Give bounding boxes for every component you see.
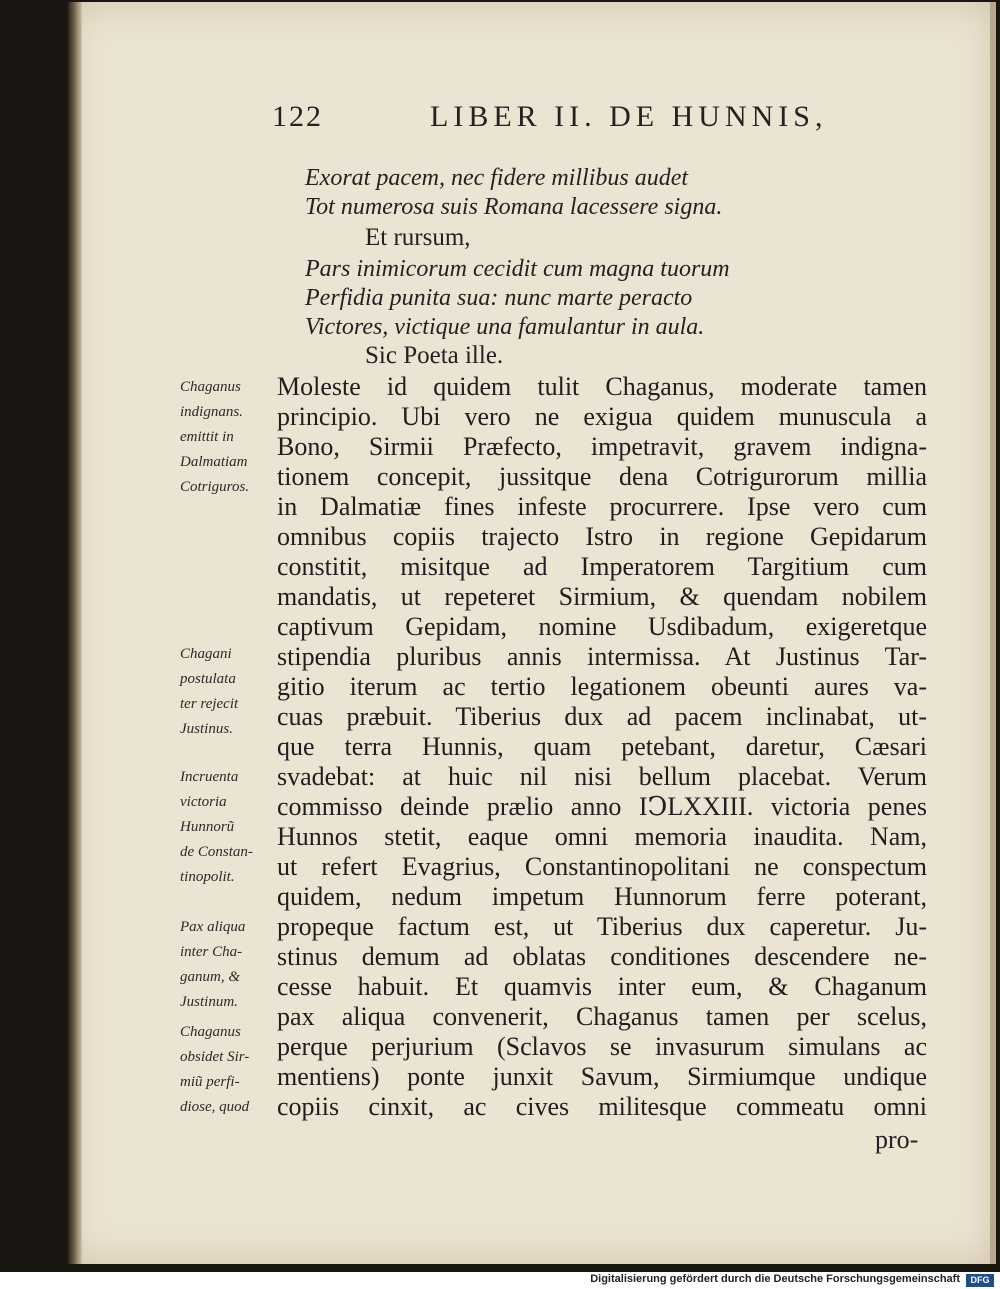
- body-line: Hunnos stetit, eaque omni memoria inaudita. Nam,: [277, 822, 927, 851]
- funding-notice: Digitalisierung gefördert durch die Deutsche Forschungsgemeinschaft: [590, 1273, 960, 1285]
- body-line: constitit, misitque ad Imperatorem Targitium cum: [277, 552, 927, 581]
- body-line: propeque factum est, ut Tiberius dux caperetur. Ju-: [277, 912, 927, 941]
- marginal-line: indignans.: [180, 404, 243, 420]
- body-line: perque perjurium (Sclavos se invasurum simulans ac: [277, 1032, 927, 1061]
- body-line: gitio iterum ac tertio legationem obeunti aures va-: [277, 672, 927, 701]
- marginal-line: Chaganus: [180, 379, 241, 395]
- dfg-logo: DFG: [966, 1274, 994, 1287]
- body-line: Bono, Sirmii Præfecto, impetravit, gravem indigna-: [277, 432, 927, 461]
- verse-line: Pars inimicorum cecidit cum magna tuorum: [305, 256, 730, 282]
- catchword: pro-: [875, 1125, 919, 1154]
- body-line: stipendia pluribus annis intermissa. At Justinus Tar-: [277, 642, 927, 671]
- marginal-note: [180, 765, 276, 890]
- body-line: omnibus copiis trajecto Istro in regione Gepidarum: [277, 522, 927, 551]
- marginal-line: Pax aliqua: [180, 919, 246, 935]
- verse-line: Perfidia punita sua: nunc marte peracto: [305, 285, 693, 311]
- et-rursum: Et rursum,: [365, 224, 471, 251]
- marginal-note: [180, 375, 276, 500]
- page-number: 122: [272, 100, 323, 133]
- verse-line: Victores, victique una famulantur in aula.: [305, 314, 705, 340]
- verse-line: Exorat pacem, nec fidere millibus audet: [305, 165, 689, 191]
- body-line: mandatis, ut repeteret Sirmium, & quendam nobilem: [277, 582, 927, 611]
- marginal-line: Chagani: [180, 646, 232, 662]
- marginal-line: inter Cha-: [180, 944, 243, 960]
- marginal-line: ter rejecit: [180, 696, 239, 712]
- body-line: principio. Ubi vero ne exigua quidem munuscula a: [277, 402, 927, 431]
- body-line: commisso deinde prælio anno IↃLXXIII. victoria penes: [277, 792, 927, 821]
- marginal-line: Chaganus: [180, 1024, 241, 1040]
- page-edge: [990, 2, 996, 1264]
- body-line: Moleste id quidem tulit Chaganus, moderate tamen: [277, 372, 927, 401]
- running-head: LIBER II. DE HUNNIS,: [430, 100, 828, 133]
- marginal-line: Incruenta: [180, 769, 239, 785]
- marginal-line: Hunnorũ: [180, 819, 235, 835]
- sic-poeta: Sic Poeta ille.: [365, 342, 504, 369]
- body-line: mentiens) ponte junxit Savum, Sirmiumque undique: [277, 1062, 927, 1091]
- binding-edge: [68, 2, 82, 1264]
- marginal-line: obsidet Sir-: [180, 1049, 250, 1065]
- body-line: tionem concepit, jussitque dena Cotrigurorum millia: [277, 462, 927, 491]
- body-line: ut refert Evagrius, Constantinopolitani ne conspectum: [277, 852, 927, 881]
- marginal-note: [180, 915, 276, 1015]
- marginal-line: Justinum.: [180, 994, 238, 1010]
- marginal-line: miũ perfi-: [180, 1074, 240, 1090]
- body-line: svadebat: at huic nil nisi bellum placebat. Verum: [277, 762, 927, 791]
- marginal-line: postulata: [180, 671, 236, 687]
- body-line: quidem, nedum impetum Hunnorum ferre poterant,: [277, 882, 927, 911]
- marginal-note: [180, 1020, 276, 1120]
- marginal-note: [180, 642, 276, 742]
- body-line: cesse habuit. Et quamvis inter eum, & Chaganum: [277, 972, 927, 1001]
- marginal-line: de Constan-: [180, 844, 253, 860]
- marginal-line: emittit in: [180, 429, 234, 445]
- marginal-line: Dalmatiam: [180, 454, 248, 470]
- body-line: stinus demum ad oblatas conditiones descendere ne-: [277, 942, 927, 971]
- marginal-line: Cotriguros.: [180, 479, 250, 495]
- marginal-line: Justinus.: [180, 721, 233, 737]
- marginal-line: diose, quod: [180, 1099, 250, 1115]
- body-line: pax aliqua convenerit, Chaganus tamen per scelus,: [277, 1002, 927, 1031]
- body-line: copiis cinxit, ac cives militesque commeatu omni: [277, 1092, 927, 1121]
- verse-line: Tot numerosa suis Romana lacessere signa.: [305, 194, 723, 220]
- body-line: cuas præbuit. Tiberius dux ad pacem inclinabat, ut-: [277, 702, 927, 731]
- marginal-line: victoria: [180, 794, 227, 810]
- body-line: que terra Hunnis, quam petebant, daretur, Cæsari: [277, 732, 927, 761]
- body-line: in Dalmatiæ fines infeste procurrere. Ipse vero cum: [277, 492, 927, 521]
- body-line: captivum Gepidam, nomine Usdibadum, exigeretque: [277, 612, 927, 641]
- marginal-line: tinopolit.: [180, 869, 235, 885]
- marginal-line: ganum, &: [180, 969, 240, 985]
